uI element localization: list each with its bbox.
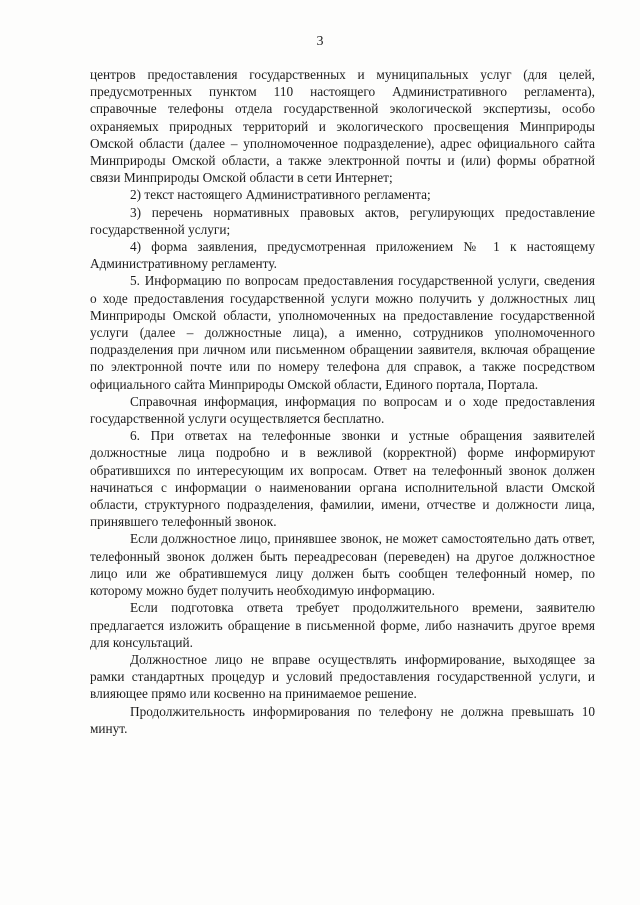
paragraph-restriction: Должностное лицо не вправе осуществлять информирование, выходящее за рамки стандартных процедур и условий предоставления государственной услуги, и влияющее прямо или косвенно на принимаемое решение. — [90, 651, 595, 702]
paragraph-redirect: Если должностное лицо, принявшее звонок, не может самостоятельно дать ответ, телефонный звонок должен быть переадресован (переведен) на другое должностное лицо или же обратившемуся лицу должен быть сообщен телефонный номер, по которому можно будет получить необходимую информацию. — [90, 531, 595, 599]
paragraph-reference-info: Справочная информация, информация по вопросам и о ходе предоставления государственной услуги осуществляется бесплатно. — [90, 393, 595, 427]
paragraph-continuation: центров предоставления государственных и муниципальных услуг (для целей, предусмотренных пунктом 110 настоящего Административного регламента), справочные телефоны отдела государственной экологической экспертизы, особо охраняемых природных территорий и экологического просвещения Минприроды Омской области (далее – уполномоченное подразделение), адрес официального сайта Минприроды Омской области, а также электронной почты и (или) формы обратной связи Минприроды Омской области в сети Интернет; — [90, 67, 595, 186]
page-number: 3 — [316, 34, 324, 49]
list-item-2: 2) текст настоящего Административного регламента; — [130, 187, 431, 203]
document-body — [90, 66, 595, 737]
paragraph-duration: Продолжительность информирования по телефону не должна превышать 10 минут. — [90, 703, 595, 736]
clause-5: 5. Информацию по вопросам предоставления государственной услуги, сведения о ходе предоставления государственной услуги можно получить у должностных лиц Минприроды Омской области, уполномоченных на предоставление государственной услуги (далее – должностные лица), а именно, сотрудников уполномоченного подразделения при личном или письменном обращении заявителя, включая обращение по электронной почте или по номеру телефона для справок, а также посредством официального сайта Минприроды Омской области, Единого портала, Портала. — [90, 273, 595, 392]
paragraph-written-request: Если подготовка ответа требует продолжительного времени, заявителю предлагается изложить обращение в письменной форме, либо назначить другое время для консультаций. — [90, 600, 595, 650]
clause-6: 6. При ответах на телефонные звонки и устные обращения заявителей должностные лица подробно и в вежливой (корректной) форме информируют обратившихся по интересующим их вопросам. Ответ на телефонный звонок должен начинаться с информации о наименовании органа исполнительной власти Омской области, структурного подразделения, фамилии, имени, отчестве и должности лица, принявшего телефонный звонок. — [90, 428, 595, 530]
list-item-3: 3) перечень нормативных правовых актов, регулирующих предоставление государственной услуги; — [90, 204, 595, 237]
list-item-4: 4) форма заявления, предусмотренная приложением № 1 к настоящему Административному регламенту. — [90, 239, 595, 272]
